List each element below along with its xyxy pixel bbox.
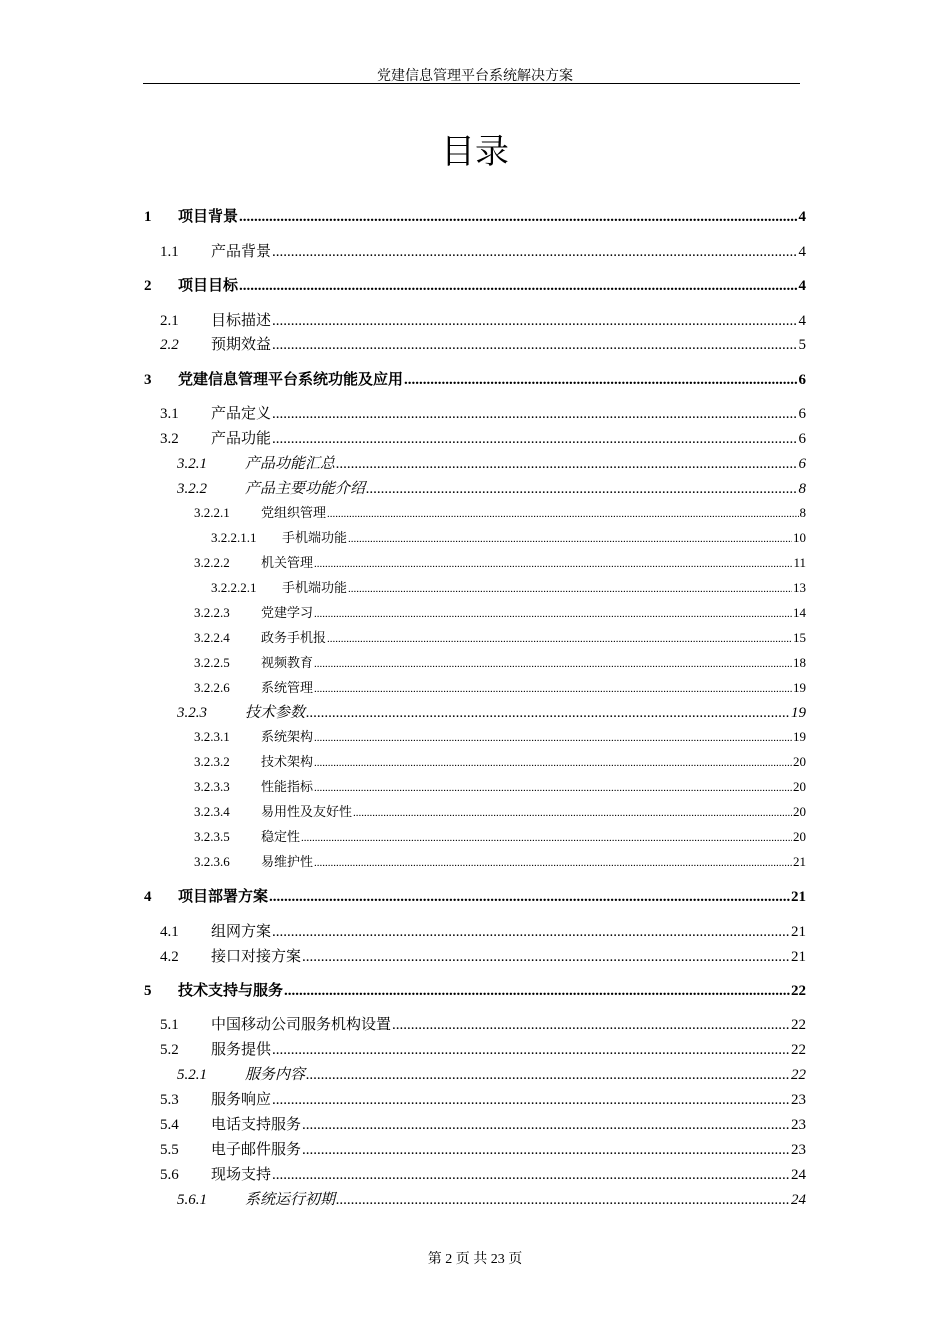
toc-entry-page: 21 <box>793 854 806 869</box>
toc-dot-leader <box>272 337 797 354</box>
toc-dot-leader <box>392 1017 790 1034</box>
toc-entry[interactable] <box>144 979 806 1000</box>
toc-entry-title: 系统架构 <box>261 729 314 744</box>
toc-entry-title: 技术架构 <box>261 754 314 769</box>
toc-dot-leader <box>353 807 792 819</box>
toc-entry[interactable] <box>160 333 806 354</box>
toc-entry[interactable] <box>160 402 806 423</box>
toc-entry[interactable] <box>160 1113 806 1134</box>
toc-dot-leader <box>348 533 792 545</box>
toc-entry[interactable] <box>194 726 806 745</box>
toc-entry-title: 项目背景 <box>178 209 239 225</box>
toc-dot-leader <box>306 1067 790 1084</box>
toc-entry-number: 3.2.2.1.1 <box>211 530 257 545</box>
toc-entry-number: 4 <box>144 889 152 905</box>
toc-entry[interactable] <box>144 205 806 226</box>
toc-entry-page: 6 <box>798 406 806 422</box>
toc-entry-title: 易用性及友好性 <box>261 804 353 819</box>
toc-entry-page: 20 <box>793 754 806 769</box>
toc-entry-number: 3.2.3.4 <box>194 804 230 819</box>
toc-entry-number: 3.2.2.5 <box>194 655 230 670</box>
toc-dot-leader <box>366 481 797 498</box>
toc-entry-number: 4.1 <box>160 924 179 940</box>
toc-entry-title: 电子邮件服务 <box>211 1142 302 1158</box>
toc-dot-leader <box>272 313 797 330</box>
toc-entry-title: 中国移动公司服务机构设置 <box>211 1017 392 1033</box>
toc-entry-number: 3.2.3.3 <box>194 779 230 794</box>
toc-entry[interactable] <box>194 652 806 671</box>
toc-entry-title: 服务内容 <box>245 1067 306 1083</box>
header-divider <box>143 83 800 84</box>
toc-dot-leader <box>404 372 797 389</box>
toc-entry-number: 4.2 <box>160 949 179 965</box>
toc-entry-number: 2.1 <box>160 313 179 329</box>
toc-entry-title: 易维护性 <box>261 854 314 869</box>
toc-entry[interactable] <box>177 1063 806 1084</box>
toc-entry-title: 项目目标 <box>178 278 239 294</box>
toc-entry-title: 手机端功能 <box>282 530 348 545</box>
toc-entry-number: 3.2.3.5 <box>194 829 230 844</box>
toc-entry-title: 产品主要功能介绍 <box>245 481 366 497</box>
toc-entry[interactable] <box>211 527 806 546</box>
toc-entry-page: 24 <box>791 1167 806 1183</box>
toc-entry-page: 21 <box>791 949 806 965</box>
toc-entry-number: 5.6.1 <box>177 1192 207 1208</box>
toc-entry-page: 6 <box>798 372 806 388</box>
toc-entry[interactable] <box>160 1088 806 1109</box>
toc-dot-leader <box>272 924 790 941</box>
toc-entry-number: 3.2.3 <box>177 705 207 721</box>
toc-entry-page: 4 <box>798 209 806 225</box>
toc-entry-title: 接口对接方案 <box>211 949 302 965</box>
toc-entry-number: 3.2.1 <box>177 456 207 472</box>
toc-dot-leader <box>269 889 790 906</box>
toc-entry[interactable] <box>160 945 806 966</box>
toc-dot-leader <box>302 1142 790 1159</box>
toc-entry[interactable] <box>160 427 806 448</box>
toc-entry[interactable] <box>160 309 806 330</box>
toc-entry-title: 性能指标 <box>261 779 314 794</box>
toc-entry-number: 5.3 <box>160 1092 179 1108</box>
toc-dot-leader <box>336 1192 790 1209</box>
toc-entry-number: 3.2.2.3 <box>194 605 230 620</box>
toc-dot-leader <box>314 558 792 570</box>
toc-entry[interactable] <box>211 577 806 596</box>
toc-entry[interactable] <box>160 920 806 941</box>
toc-entry-page: 20 <box>793 804 806 819</box>
toc-entry-title: 机关管理 <box>261 555 314 570</box>
toc-entry-title: 产品功能 <box>211 431 272 447</box>
toc-entry-title: 现场支持 <box>211 1167 272 1183</box>
toc-dot-leader <box>314 608 792 620</box>
toc-dot-leader <box>314 683 792 695</box>
toc-entry-title: 电话支持服务 <box>211 1117 302 1133</box>
toc-entry-number: 3.2.2.2.1 <box>211 580 257 595</box>
toc-entry-title: 产品定义 <box>211 406 272 422</box>
toc-entry[interactable] <box>160 1038 806 1059</box>
toc-entry-number: 5.2.1 <box>177 1067 207 1083</box>
toc-dot-leader <box>348 583 792 595</box>
toc-entry-page: 19 <box>793 680 806 695</box>
toc-entry-number: 3.2.2.4 <box>194 630 230 645</box>
toc-entry-title: 服务响应 <box>211 1092 272 1108</box>
toc-entry-page: 24 <box>791 1192 806 1208</box>
toc-dot-leader <box>302 949 790 966</box>
toc-entry[interactable] <box>144 368 806 389</box>
page-header: 党建信息管理平台系统解决方案 <box>377 69 573 84</box>
toc-entry[interactable] <box>160 240 806 261</box>
toc-entry[interactable] <box>160 1163 806 1184</box>
toc-entry-number: 2.2 <box>160 337 179 353</box>
toc-dot-leader <box>272 1042 790 1059</box>
toc-entry-number: 3.2.3.2 <box>194 754 230 769</box>
toc-entry-title: 稳定性 <box>261 829 301 844</box>
toc-entry-page: 6 <box>798 431 806 447</box>
toc-entry-page: 4 <box>798 244 806 260</box>
toc-dot-leader <box>284 983 790 1000</box>
toc-entry[interactable] <box>194 602 806 621</box>
toc-entry-page: 22 <box>791 1042 806 1058</box>
toc-entry-title: 产品功能汇总 <box>245 456 336 472</box>
toc-dot-leader <box>272 1167 790 1184</box>
toc-dot-leader <box>272 1092 790 1109</box>
toc-entry-page: 4 <box>798 313 806 329</box>
toc-entry-page: 23 <box>791 1117 806 1133</box>
toc-entry-page: 10 <box>793 530 806 545</box>
toc-entry-title: 目标描述 <box>211 313 272 329</box>
toc-dot-leader <box>336 456 797 473</box>
toc-entry-number: 3.2.2.1 <box>194 505 230 520</box>
toc-entry[interactable] <box>160 1138 806 1159</box>
toc-entry-title: 组网方案 <box>211 924 272 940</box>
toc-dot-leader <box>272 406 797 423</box>
toc-entry-title: 党建学习 <box>261 605 314 620</box>
toc-dot-leader <box>314 732 792 744</box>
toc-dot-leader <box>314 857 792 869</box>
toc-entry-page: 19 <box>791 705 806 721</box>
toc-entry-page: 5 <box>798 337 806 353</box>
toc-entry-number: 3.2 <box>160 431 179 447</box>
toc-entry-page: 21 <box>791 924 806 940</box>
toc-dot-leader <box>314 658 792 670</box>
toc-dot-leader <box>314 782 792 794</box>
toc-dot-leader <box>272 244 797 261</box>
toc-entry-number: 5.6 <box>160 1167 179 1183</box>
toc-entry-title: 服务提供 <box>211 1042 272 1058</box>
toc-entry-page: 18 <box>793 655 806 670</box>
toc-entry-number: 3.2.2 <box>177 481 207 497</box>
toc-dot-leader <box>272 431 797 448</box>
toc-entry-number: 3.2.2.2 <box>194 555 230 570</box>
toc-dot-leader <box>301 832 792 844</box>
toc-entry-page: 14 <box>793 605 806 620</box>
page-title: 目录 <box>441 132 509 172</box>
toc-entry-number: 5.4 <box>160 1117 179 1133</box>
toc-dot-leader <box>327 633 792 645</box>
toc-entry-title: 技术支持与服务 <box>178 983 284 999</box>
toc-entry[interactable] <box>194 677 806 696</box>
toc-entry-page: 11 <box>793 555 806 570</box>
toc-entry-page: 8 <box>798 481 806 497</box>
toc-entry-title: 政务手机报 <box>261 630 327 645</box>
toc-entry-title: 产品背景 <box>211 244 272 260</box>
toc-entry-page: 19 <box>793 729 806 744</box>
toc-entry-number: 5.2 <box>160 1042 179 1058</box>
toc-entry-number: 3 <box>144 372 152 388</box>
toc-dot-leader <box>302 1117 790 1134</box>
toc-entry-page: 22 <box>791 1017 806 1033</box>
toc-entry-page: 22 <box>791 983 806 999</box>
toc-entry-title: 视频教育 <box>261 655 314 670</box>
toc-dot-leader <box>306 705 790 722</box>
toc-entry-page: 8 <box>799 505 806 520</box>
toc-entry[interactable] <box>177 477 806 498</box>
page-footer: 第 2 页 共 23 页 <box>427 1252 523 1267</box>
toc-entry-page: 13 <box>793 580 806 595</box>
toc-entry-number: 3.1 <box>160 406 179 422</box>
toc-entry-page: 20 <box>793 829 806 844</box>
toc-entry-number: 5 <box>144 983 152 999</box>
toc-entry-page: 21 <box>791 889 806 905</box>
toc-entry[interactable] <box>177 701 806 722</box>
toc-entry-number: 1 <box>144 209 152 225</box>
toc-entry[interactable] <box>194 502 806 521</box>
toc-entry[interactable] <box>194 851 806 870</box>
toc-entry-title: 党建信息管理平台系统功能及应用 <box>178 372 404 388</box>
toc-entry[interactable] <box>144 274 806 295</box>
toc-entry-page: 22 <box>791 1067 806 1083</box>
toc-entry[interactable] <box>177 1188 806 1209</box>
toc-dot-leader <box>314 757 792 769</box>
toc-entry[interactable] <box>160 1013 806 1034</box>
toc-entry[interactable] <box>177 452 806 473</box>
toc-dot-leader <box>327 508 798 520</box>
toc-entry[interactable] <box>194 627 806 646</box>
toc-entry-number: 1.1 <box>160 244 179 260</box>
toc-entry[interactable] <box>194 751 806 770</box>
toc-entry-title: 技术参数 <box>245 705 306 721</box>
toc-entry-title: 预期效益 <box>211 337 272 353</box>
toc-entry-page: 6 <box>798 456 806 472</box>
toc-entry-number: 5.5 <box>160 1142 179 1158</box>
toc-entry[interactable] <box>194 552 806 571</box>
toc-entry-page: 23 <box>791 1092 806 1108</box>
toc-entry-number: 5.1 <box>160 1017 179 1033</box>
toc-entry-number: 3.2.3.6 <box>194 854 230 869</box>
toc-entry[interactable] <box>194 776 806 795</box>
toc-entry-number: 3.2.2.6 <box>194 680 230 695</box>
toc-entry[interactable] <box>194 826 806 845</box>
toc-entry-title: 手机端功能 <box>282 580 348 595</box>
toc-entry-page: 4 <box>798 278 806 294</box>
toc-entry-title: 项目部署方案 <box>178 889 269 905</box>
toc-dot-leader <box>239 278 797 295</box>
toc-entry[interactable] <box>194 801 806 820</box>
toc-entry-page: 20 <box>793 779 806 794</box>
toc-entry-number: 3.2.3.1 <box>194 729 230 744</box>
toc-dot-leader <box>239 209 797 226</box>
toc-entry-title: 系统管理 <box>261 680 314 695</box>
toc-entry-title: 党组织管理 <box>261 505 327 520</box>
toc-entry-page: 23 <box>791 1142 806 1158</box>
toc-entry-page: 15 <box>793 630 806 645</box>
toc-entry[interactable] <box>144 885 806 906</box>
toc-entry-title: 系统运行初期 <box>245 1192 336 1208</box>
toc-entry-number: 2 <box>144 278 152 294</box>
